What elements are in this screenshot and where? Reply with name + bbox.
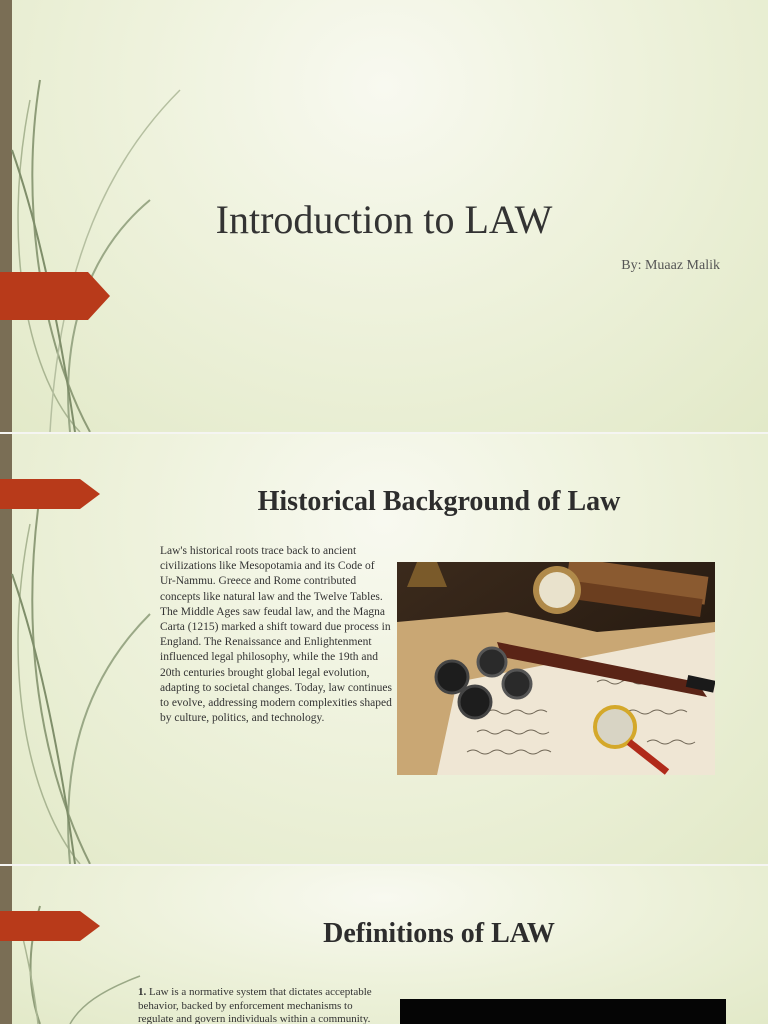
media-placeholder xyxy=(400,999,726,1024)
history-slide xyxy=(0,434,768,864)
history-paragraph: Law's historical roots trace back to ancient civilizations like Mesopotamia and its Code of Ur-Nammu. Greece and Rome contributed concepts like natural law and the Twelve Tables. The Middle Ages saw feudal law, and the Magna Carta (1215) marked a shift toward due process in England. The Renaissance and Enlightenment influenced legal philosophy, while the 19th and 20th centuries brought global legal evolution, adapting to societal changes. Today, law continues to evolve, addressing modern complexities shaped by culture, politics, and technology. xyxy=(160,545,393,725)
definition-text: Law is a normative system that dictates acceptable behavior, backed by enforcement mechanisms to regulate and govern individuals within a community. xyxy=(138,986,372,1024)
definition-item xyxy=(138,986,378,1024)
slide-title: Historical Background of Law xyxy=(257,486,621,517)
slide-title: Definitions of LAW xyxy=(323,918,555,949)
slide-title: Introduction to LAW xyxy=(215,197,553,242)
title-slide xyxy=(0,0,768,432)
accent-arrow-tag xyxy=(0,479,100,509)
author-byline: By: Muaaz Malik xyxy=(621,258,720,273)
law-still-life-photo xyxy=(397,562,715,775)
accent-arrow-tag xyxy=(0,272,110,320)
definitions-slide xyxy=(0,866,768,1024)
definition-number: 1. xyxy=(138,986,147,998)
accent-arrow-tag xyxy=(0,911,100,941)
